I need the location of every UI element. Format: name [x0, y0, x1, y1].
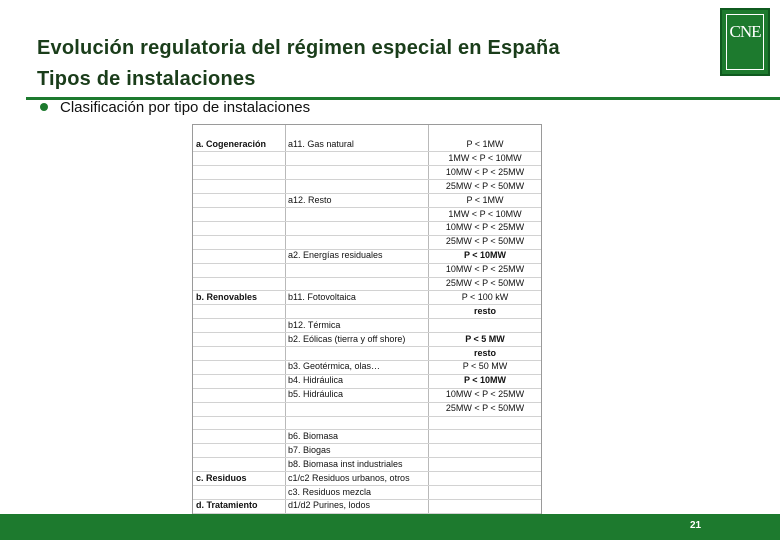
- cell-power: P < 100 kW: [461, 291, 509, 302]
- cell-type: b4. Hidráulica: [288, 375, 344, 386]
- cell-type: a12. Resto: [288, 194, 332, 205]
- cell-power: resto: [473, 305, 496, 316]
- cell-power: 1MW < P < 10MW: [448, 208, 522, 219]
- cell-type: b7. Biogas: [288, 444, 331, 455]
- cell-power: P < 1MW: [466, 194, 504, 205]
- cell-power: 1MW < P < 10MW: [448, 152, 522, 163]
- cell-power: 10MW < P < 25MW: [445, 166, 525, 177]
- row-divider: [193, 416, 541, 417]
- cell-power: P < 10MW: [463, 375, 507, 386]
- cell-type: c1/c2 Residuos urbanos, otros: [288, 472, 410, 483]
- logo-text: CNE: [729, 22, 761, 41]
- cell-category: a. Cogeneración: [196, 139, 267, 149]
- cell-category: b. Renovables: [196, 291, 258, 302]
- slide-subtitle: Tipos de instalaciones: [37, 68, 256, 90]
- cell-type: b12. Térmica: [288, 319, 341, 330]
- page-number: 21: [690, 520, 702, 531]
- slide-title: Evolución regulatoria del régimen especial en España: [37, 37, 560, 59]
- cell-power: P < 1MW: [466, 139, 504, 149]
- cell-type: a11. Gas natural: [288, 139, 354, 149]
- bullet-text: Clasificación por tipo de instalaciones: [60, 99, 311, 116]
- row-divider: [193, 429, 541, 430]
- cell-type: d1/d2 Purines, lodos: [288, 500, 371, 511]
- cell-power: 25MW < P < 50MW: [445, 278, 525, 288]
- cell-power: 10MW < P < 25MW: [445, 222, 525, 233]
- cell-type: b5. Hidráulica: [288, 389, 344, 400]
- footer-bar: [0, 514, 780, 540]
- cell-category: c. Residuos: [196, 472, 247, 483]
- cell-type: b11. Fotovoltaica: [288, 291, 356, 302]
- cell-type: b6. Biomasa: [288, 430, 339, 441]
- cell-type: b3. Geotérmica, olas…: [288, 361, 381, 372]
- cne-logo: [720, 8, 770, 76]
- bullet-icon: [40, 103, 48, 111]
- cell-power: 25MW < P < 50MW: [445, 403, 525, 414]
- row-divider: [193, 443, 541, 444]
- cell-power: 25MW < P < 50MW: [445, 180, 525, 191]
- cell-type: a2. Energías residuales: [288, 250, 383, 261]
- cell-type: c3. Residuos mezcla: [288, 486, 372, 497]
- installations-table: [192, 124, 542, 514]
- cell-power: 25MW < P < 50MW: [445, 236, 525, 247]
- cell-category: d. Tratamiento: [196, 500, 258, 511]
- cell-power: P < 10MW: [463, 250, 507, 261]
- cell-type: b8. Biomasa inst industriales: [288, 458, 403, 469]
- cell-type: b2. Eólicas (tierra y off shore): [288, 333, 406, 344]
- row-divider: [193, 318, 541, 319]
- cell-power: P < 50 MW: [462, 361, 508, 372]
- cell-power: resto: [473, 347, 496, 358]
- cell-power: 10MW < P < 25MW: [445, 264, 525, 275]
- cell-power: P < 5 MW: [465, 333, 505, 344]
- cell-power: 10MW < P < 25MW: [445, 389, 525, 400]
